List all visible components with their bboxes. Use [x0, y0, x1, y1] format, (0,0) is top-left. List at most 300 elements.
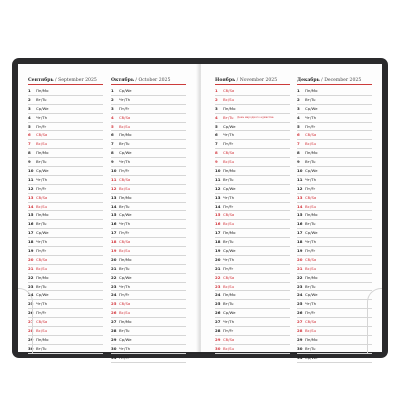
weekday-ru: Вт [223, 301, 228, 307]
day-row [111, 283, 186, 292]
weekday-label: Ср/We [305, 105, 318, 111]
weekday-label: Вс/Su [119, 248, 131, 254]
day-row [28, 203, 103, 212]
weekday-en: We [125, 336, 132, 342]
weekday-en: Tu [125, 328, 130, 334]
day-number: 24 [111, 292, 117, 298]
weekday-label: Чт/Th [305, 176, 317, 182]
day-number: 3 [111, 105, 114, 111]
weekday-ru: Пт [119, 354, 125, 360]
day-number: 7 [111, 141, 114, 147]
weekday-en: Th [229, 319, 235, 325]
weekday-en: Su [311, 203, 317, 209]
day-row [28, 238, 103, 247]
month-name-en-text: October 2025 [138, 78, 171, 83]
day-row [28, 194, 103, 203]
weekday-ru: Вт [36, 221, 41, 227]
weekday-en: Fr [125, 230, 130, 236]
weekday-label: Пт/Fr [36, 123, 47, 129]
day-number: 3 [215, 105, 218, 111]
month-name-en: / October 2025 [135, 78, 171, 83]
day-row [215, 220, 290, 229]
weekday-label: Пн/Mo [119, 319, 132, 325]
day-number: 25 [111, 301, 117, 307]
day-number: 18 [297, 239, 303, 245]
weekday-ru: Сб [119, 301, 125, 307]
weekday-en: Mo [42, 88, 49, 93]
weekday-ru: Вс [119, 310, 124, 316]
day-row [111, 220, 186, 229]
weekday-en: Th [125, 221, 131, 227]
weekday-en: Th [42, 301, 48, 307]
weekday-ru: Вс [36, 141, 41, 147]
day-number: 29 [111, 336, 117, 342]
weekday-label: Сб/Sa [119, 301, 131, 307]
day-row [215, 87, 290, 96]
weekday-label: Вт/Tu [36, 283, 47, 289]
weekday-ru: Сб [223, 274, 229, 280]
weekday-en: We [311, 105, 318, 111]
weekday-label: Вт/Tu [223, 301, 234, 307]
weekday-en: We [125, 88, 132, 93]
weekday-ru: Вт [305, 221, 310, 227]
day-number: 26 [215, 310, 221, 316]
day-number: 13 [111, 194, 117, 200]
weekday-label: Пн/Mo [305, 150, 318, 156]
weekday-en: Su [229, 283, 235, 289]
weekday-label: Сб/Sa [36, 319, 48, 325]
weekday-ru: Чт [223, 132, 228, 138]
weekday-label: Вт/Tu [119, 328, 130, 334]
weekday-label: Пн/Mo [119, 194, 132, 200]
day-row [215, 309, 290, 318]
day-row [28, 158, 103, 167]
weekday-en: Fr [311, 248, 316, 254]
day-row [215, 158, 290, 167]
day-number: 10 [297, 168, 303, 174]
weekday-ru: Ср [223, 248, 229, 254]
weekday-label: Пт/Fr [223, 141, 234, 147]
weekday-ru: Ср [119, 150, 125, 156]
day-row [215, 247, 290, 256]
weekday-ru: Вт [119, 141, 124, 147]
weekday-en: Sa [125, 301, 131, 307]
day-number: 10 [28, 168, 34, 174]
weekday-en: Tu [125, 141, 130, 147]
weekday-ru: Сб [305, 194, 311, 200]
day-number: 2 [215, 96, 218, 102]
weekday-label: Сб/Sa [305, 194, 317, 200]
weekday-en: We [229, 248, 236, 254]
weekday-ru: Ср [36, 292, 42, 298]
weekday-en: Sa [125, 239, 131, 245]
weekday-en: Mo [229, 230, 236, 236]
weekday-en: Mo [42, 150, 49, 156]
weekday-label: Пт/Fr [119, 230, 130, 236]
weekday-label: Вс/Su [36, 328, 48, 334]
weekday-label: Пн/Mo [223, 168, 236, 174]
day-row [297, 131, 372, 140]
weekday-ru: Ср [305, 354, 311, 360]
weekday-label: Вс/Su [36, 141, 48, 147]
weekday-ru: Ср [36, 230, 42, 236]
weekday-label: Чт/Th [36, 239, 48, 245]
weekday-en: Th [229, 256, 235, 262]
weekday-en: Fr [125, 105, 130, 111]
day-row [215, 336, 290, 345]
weekday-ru: Вт [36, 283, 41, 289]
weekday-ru: Пт [305, 310, 311, 316]
weekday-ru: Вт [119, 203, 124, 209]
weekday-ru: Ср [223, 310, 229, 316]
day-number: 28 [215, 328, 221, 334]
weekday-en: We [125, 212, 132, 218]
weekday-ru: Пт [119, 168, 125, 174]
day-number: 15 [28, 212, 34, 218]
day-row [215, 229, 290, 238]
weekday-label: Пт/Fr [223, 265, 234, 271]
weekday-ru: Вт [36, 96, 41, 102]
day-row [28, 185, 103, 194]
day-number: 11 [28, 176, 34, 182]
weekday-ru: Вс [305, 265, 310, 271]
day-number: 22 [111, 274, 117, 280]
day-number: 1 [28, 88, 31, 93]
weekday-label: Ср/We [36, 105, 49, 111]
weekday-en: Tu [311, 159, 316, 165]
weekday-ru: Чт [305, 114, 310, 120]
day-row [215, 291, 290, 300]
day-number: 6 [297, 132, 300, 138]
day-row [111, 274, 186, 283]
day-number: 24 [28, 292, 34, 298]
weekday-ru: Ср [223, 123, 229, 129]
weekday-ru: Ср [305, 168, 311, 174]
weekday-en: Sa [42, 256, 48, 262]
day-row [28, 167, 103, 176]
day-row [297, 149, 372, 158]
weekday-en: Su [125, 310, 131, 316]
weekday-en: Mo [311, 274, 318, 280]
page-corner-right [367, 288, 382, 353]
weekday-en: Su [125, 248, 131, 254]
day-number: 9 [28, 159, 31, 165]
weekday-ru: Вс [36, 203, 41, 209]
day-row [297, 167, 372, 176]
day-row [111, 194, 186, 203]
day-number: 15 [297, 212, 303, 218]
weekday-label: Ср/We [305, 230, 318, 236]
day-row [111, 336, 186, 345]
weekday-ru: Вт [305, 345, 310, 351]
weekday-label: Вт/Tu [305, 221, 316, 227]
weekday-label: Ср/We [119, 150, 132, 156]
weekday-en: We [311, 168, 318, 174]
weekday-label: Пн/Mo [36, 150, 49, 156]
day-row [297, 140, 372, 149]
day-number: 30 [28, 345, 34, 351]
left-page [18, 64, 199, 360]
day-row [297, 336, 372, 345]
day-number: 8 [215, 150, 218, 156]
day-row [111, 229, 186, 238]
day-number: 29 [28, 336, 34, 342]
weekday-en: Fr [229, 203, 234, 209]
weekday-label: Вт/Tu [305, 283, 316, 289]
day-row [28, 283, 103, 292]
weekday-ru: Чт [305, 301, 310, 307]
day-row [215, 176, 290, 185]
weekday-ru: Чт [305, 239, 310, 245]
day-number: 5 [111, 123, 114, 129]
day-number: 21 [111, 265, 117, 271]
weekday-label: Вт/Tu [223, 114, 234, 120]
weekday-ru: Вт [305, 283, 310, 289]
weekday-label: Чт/Th [223, 319, 235, 325]
day-row [297, 203, 372, 212]
day-number: 13 [28, 194, 34, 200]
day-row [28, 309, 103, 318]
weekday-ru: Вс [223, 283, 228, 289]
weekday-ru: Чт [36, 301, 41, 307]
weekday-ru: Пн [36, 336, 42, 342]
weekday-label: Вс/Su [223, 159, 235, 165]
weekday-label: Чт/Th [223, 194, 235, 200]
weekday-en: Mo [125, 132, 132, 138]
weekday-label: Вс/Su [119, 310, 131, 316]
day-row [111, 256, 186, 265]
weekday-en: Su [311, 265, 317, 271]
month-column-november [215, 77, 290, 354]
weekday-ru: Сб [36, 319, 42, 325]
day-row [215, 265, 290, 274]
day-number: 8 [111, 150, 114, 156]
day-row [215, 318, 290, 327]
weekday-ru: Вс [119, 248, 124, 254]
weekday-label: Вс/Su [36, 203, 48, 209]
weekday-ru: Сб [223, 212, 229, 218]
day-row [28, 345, 103, 354]
month-name-en-text: September 2025 [58, 78, 97, 83]
weekday-en: Mo [125, 319, 132, 325]
weekday-en: Mo [311, 336, 318, 342]
month-column-september [28, 77, 103, 354]
weekday-en: Mo [229, 168, 236, 174]
weekday-en: Mo [311, 212, 318, 218]
day-row [111, 96, 186, 105]
weekday-en: Mo [42, 336, 49, 342]
day-row [215, 123, 290, 132]
weekday-ru: Пт [36, 248, 42, 254]
weekday-en: We [229, 185, 236, 191]
weekday-en: Th [311, 114, 317, 120]
day-number: 29 [297, 336, 303, 342]
weekday-en: Sa [229, 212, 235, 218]
weekday-ru: Пн [305, 88, 311, 93]
day-number: 10 [111, 168, 117, 174]
weekday-en: Sa [311, 256, 317, 262]
weekday-label: Чт/Th [119, 283, 131, 289]
day-number: 30 [215, 345, 221, 351]
weekday-ru: Пн [36, 274, 42, 280]
month-name-en: / December 2025 [321, 78, 362, 83]
weekday-ru: Чт [119, 345, 124, 351]
day-number: 17 [297, 230, 303, 236]
day-number: 20 [215, 256, 221, 262]
weekday-ru: Чт [305, 176, 310, 182]
weekday-en: Tu [42, 283, 47, 289]
day-row [111, 114, 186, 123]
day-number: 19 [215, 248, 221, 254]
day-number: 10 [215, 168, 221, 174]
month-name-en: / November 2025 [236, 78, 278, 83]
weekday-en: We [42, 230, 49, 236]
month-column-october [111, 77, 186, 363]
weekday-en: Th [125, 159, 131, 165]
weekday-en: Th [42, 114, 48, 120]
day-number: 24 [215, 292, 221, 298]
weekday-en: Sa [125, 176, 131, 182]
day-number: 20 [111, 256, 117, 262]
day-number: 28 [111, 328, 117, 334]
day-row [215, 105, 290, 114]
weekday-en: Fr [311, 310, 316, 316]
weekday-label: Пт/Fr [36, 310, 47, 316]
weekday-en: Su [42, 141, 48, 147]
day-number: 19 [297, 248, 303, 254]
day-number: 6 [28, 132, 31, 138]
weekday-ru: Ср [223, 185, 229, 191]
day-number: 4 [215, 114, 218, 120]
weekday-label: Вт/Tu [36, 221, 47, 227]
day-number: 4 [297, 114, 300, 120]
day-row [297, 105, 372, 114]
weekday-label: Сб/Sa [119, 239, 131, 245]
weekday-label: Пт/Fr [119, 354, 130, 360]
weekday-en: Fr [125, 168, 130, 174]
weekday-label: Вс/Su [36, 265, 48, 271]
month-name-ru: Декабрь [297, 78, 320, 83]
day-row [297, 291, 372, 300]
day-row [111, 123, 186, 132]
weekday-en: Mo [229, 292, 236, 298]
weekday-label: Ср/We [36, 292, 49, 298]
day-row [297, 274, 372, 283]
weekday-ru: Пн [36, 212, 42, 218]
day-row [297, 158, 372, 167]
day-number: 3 [28, 105, 31, 111]
day-number: 6 [215, 132, 218, 138]
day-row [297, 229, 372, 238]
weekday-en: Th [42, 239, 48, 245]
day-row [111, 327, 186, 336]
weekday-label: Сб/Sa [223, 274, 235, 280]
day-number: 26 [111, 310, 117, 316]
day-row [111, 158, 186, 167]
day-row [28, 318, 103, 327]
weekday-label: Сб/Sa [223, 336, 235, 342]
weekday-ru: Сб [119, 176, 125, 182]
day-row [297, 238, 372, 247]
day-row [215, 274, 290, 283]
weekday-ru: Ср [305, 230, 311, 236]
weekday-en: Su [311, 141, 317, 147]
day-row [215, 194, 290, 203]
day-number: 27 [215, 319, 221, 325]
day-row [215, 256, 290, 265]
day-row [297, 354, 372, 363]
weekday-en: Th [229, 194, 235, 200]
month-name-en: / September 2025 [55, 78, 97, 83]
weekday-en: Sa [229, 150, 235, 156]
day-number: 13 [215, 194, 221, 200]
day-row [111, 354, 186, 363]
weekday-label: Сб/Sa [223, 212, 235, 218]
weekday-en: Mo [125, 256, 132, 262]
day-number: 25 [28, 301, 34, 307]
weekday-ru: Чт [36, 239, 41, 245]
day-row [297, 256, 372, 265]
weekday-ru: Сб [36, 132, 42, 138]
weekday-label: Сб/Sa [119, 114, 131, 120]
weekday-en: Mo [311, 88, 318, 93]
day-row [28, 149, 103, 158]
day-number: 12 [215, 185, 221, 191]
weekday-label: Пн/Mo [36, 274, 49, 280]
weekday-ru: Сб [223, 88, 229, 93]
weekday-label: Пт/Fr [119, 292, 130, 298]
weekday-label: Вт/Tu [305, 345, 316, 351]
weekday-en: Fr [42, 123, 47, 129]
weekday-ru: Чт [223, 319, 228, 325]
weekday-ru: Пн [36, 88, 42, 93]
weekday-ru: Сб [305, 256, 311, 262]
day-row [28, 291, 103, 300]
day-row [111, 211, 186, 220]
weekday-en: Tu [311, 221, 316, 227]
day-number: 9 [297, 159, 300, 165]
day-row [111, 140, 186, 149]
weekday-label: Ср/We [223, 185, 236, 191]
day-row [111, 300, 186, 309]
day-number: 15 [215, 212, 221, 218]
weekday-ru: Пн [305, 150, 311, 156]
weekday-en: Fr [311, 185, 316, 191]
day-number: 8 [28, 150, 31, 156]
weekday-label: Пн/Mo [36, 212, 49, 218]
day-number: 2 [297, 96, 300, 102]
month-name-ru: Октябрь [111, 78, 134, 83]
weekday-en: Tu [42, 159, 47, 165]
weekday-label: Вс/Su [119, 123, 131, 129]
weekday-ru: Пт [223, 328, 229, 334]
day-number: 15 [111, 212, 117, 218]
weekday-en: Tu [229, 301, 234, 307]
weekday-label: Ср/We [223, 123, 236, 129]
weekday-en: We [229, 123, 236, 129]
weekday-label: Чт/Th [305, 239, 317, 245]
day-number: 6 [111, 132, 114, 138]
day-number: 4 [111, 114, 114, 120]
day-row [215, 114, 290, 123]
day-row [28, 274, 103, 283]
day-row [215, 283, 290, 292]
weekday-label: Вт/Tu [119, 265, 130, 271]
weekday-ru: Чт [223, 256, 228, 262]
day-row [111, 265, 186, 274]
weekday-label: Вс/Su [223, 221, 235, 227]
day-row [28, 96, 103, 105]
